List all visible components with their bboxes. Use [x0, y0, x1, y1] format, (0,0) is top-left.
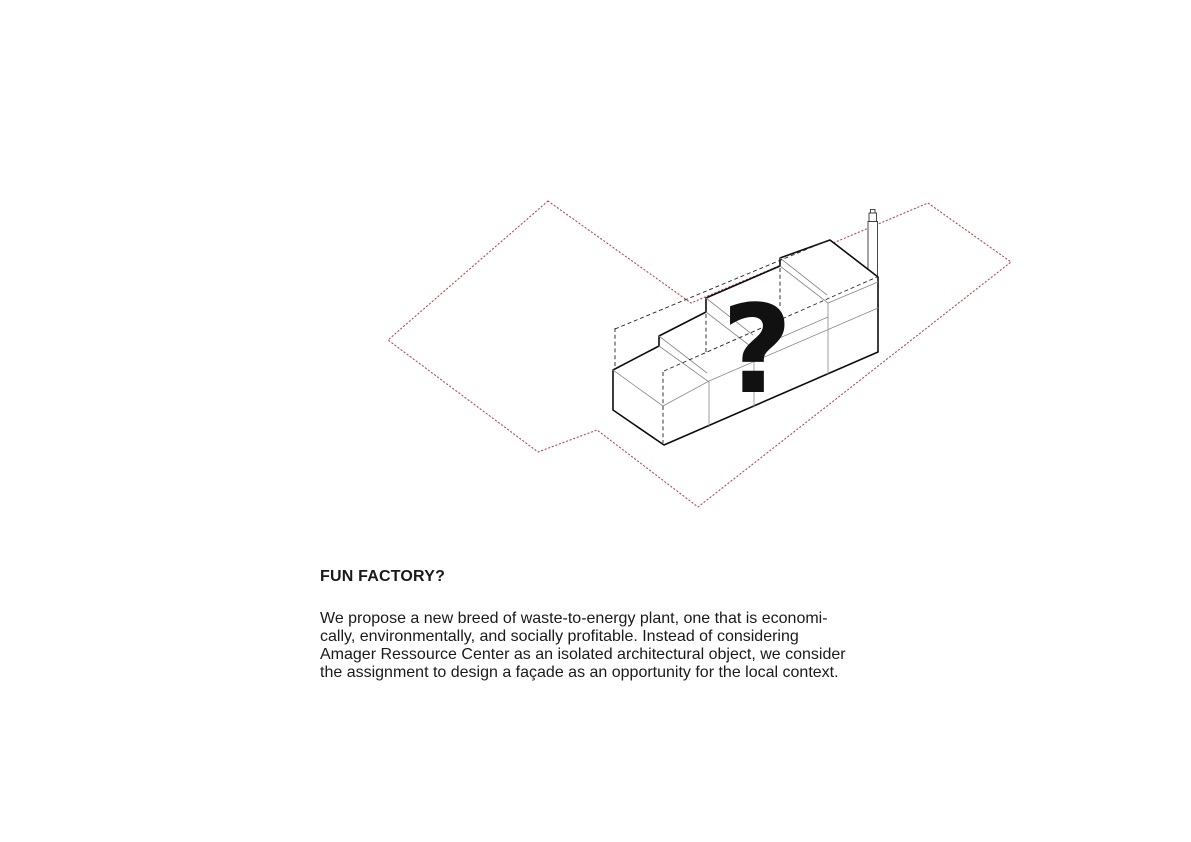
paragraph-line: Amager Ressource Center as an isolated architectural object, we consider	[320, 646, 846, 663]
paragraph-line: cally, environmentally, and socially profitable. Instead of considering	[320, 628, 799, 645]
chimney-cap	[869, 213, 877, 222]
caption-block	[320, 568, 900, 698]
paragraph-line: We propose a new breed of waste-to-energy plant, one that is economi-	[320, 610, 828, 627]
question-mark: ?	[721, 279, 793, 421]
building	[613, 240, 878, 445]
slide-title: FUN FACTORY?	[320, 568, 446, 585]
paragraph-line: the assignment to design a façade as an opportunity for the local context.	[320, 664, 839, 681]
